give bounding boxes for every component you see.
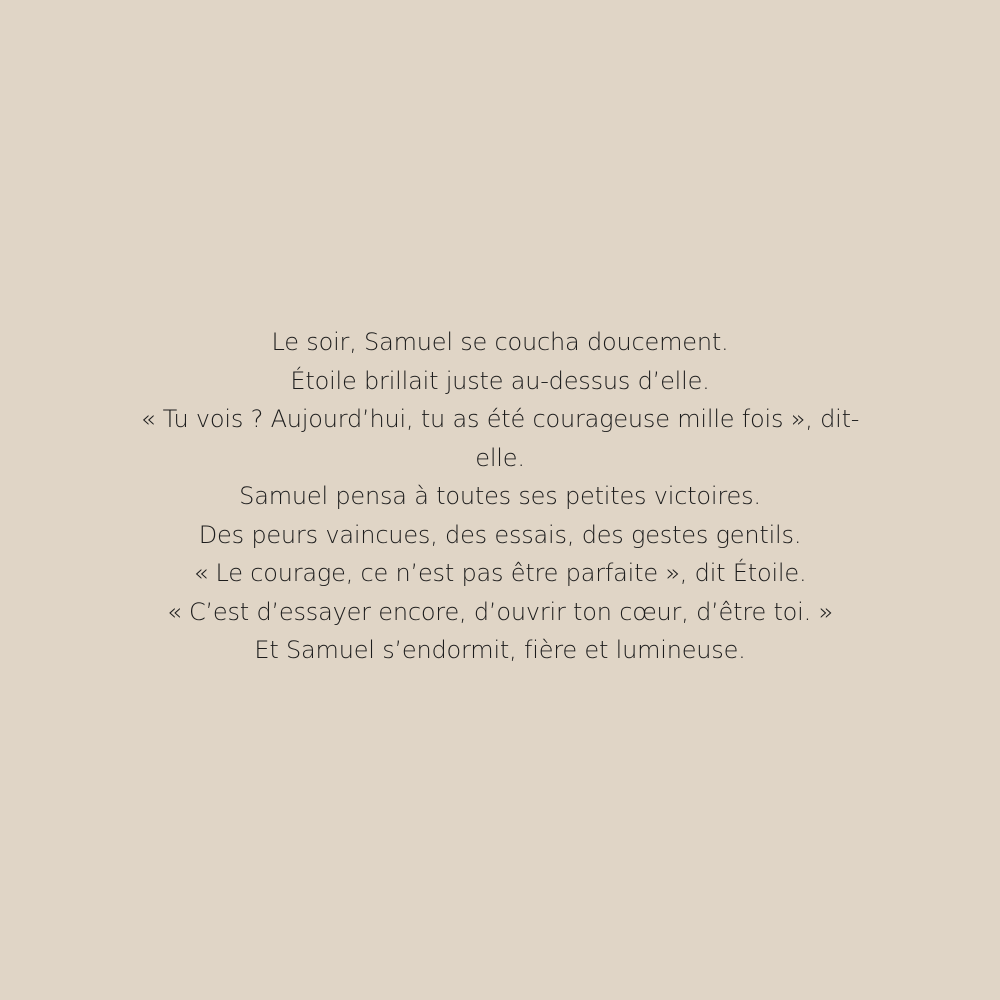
story-line: « C’est d’essayer encore, d’ouvrir ton cœur, d’être toi. » (167, 597, 833, 626)
story-line: elle. (475, 443, 525, 472)
story-line: Des peurs vaincues, des essais, des gestes gentils. (198, 520, 802, 549)
story-line: Étoile brillait juste au-dessus d’elle. (290, 366, 710, 395)
story-line: Le soir, Samuel se coucha doucement. (271, 328, 729, 356)
story-line: « Tu vois ? Aujourd’hui, tu as été courageuse mille fois », dit- (140, 405, 860, 433)
story-text (0, 323, 1000, 670)
story-line: « Le courage, ce n’est pas être parfaite », dit Étoile. (193, 559, 807, 587)
story-line: Et Samuel s’endormit, fière et lumineuse. (254, 636, 746, 664)
story-line: Samuel pensa à toutes ses petites victoires. (239, 482, 761, 510)
